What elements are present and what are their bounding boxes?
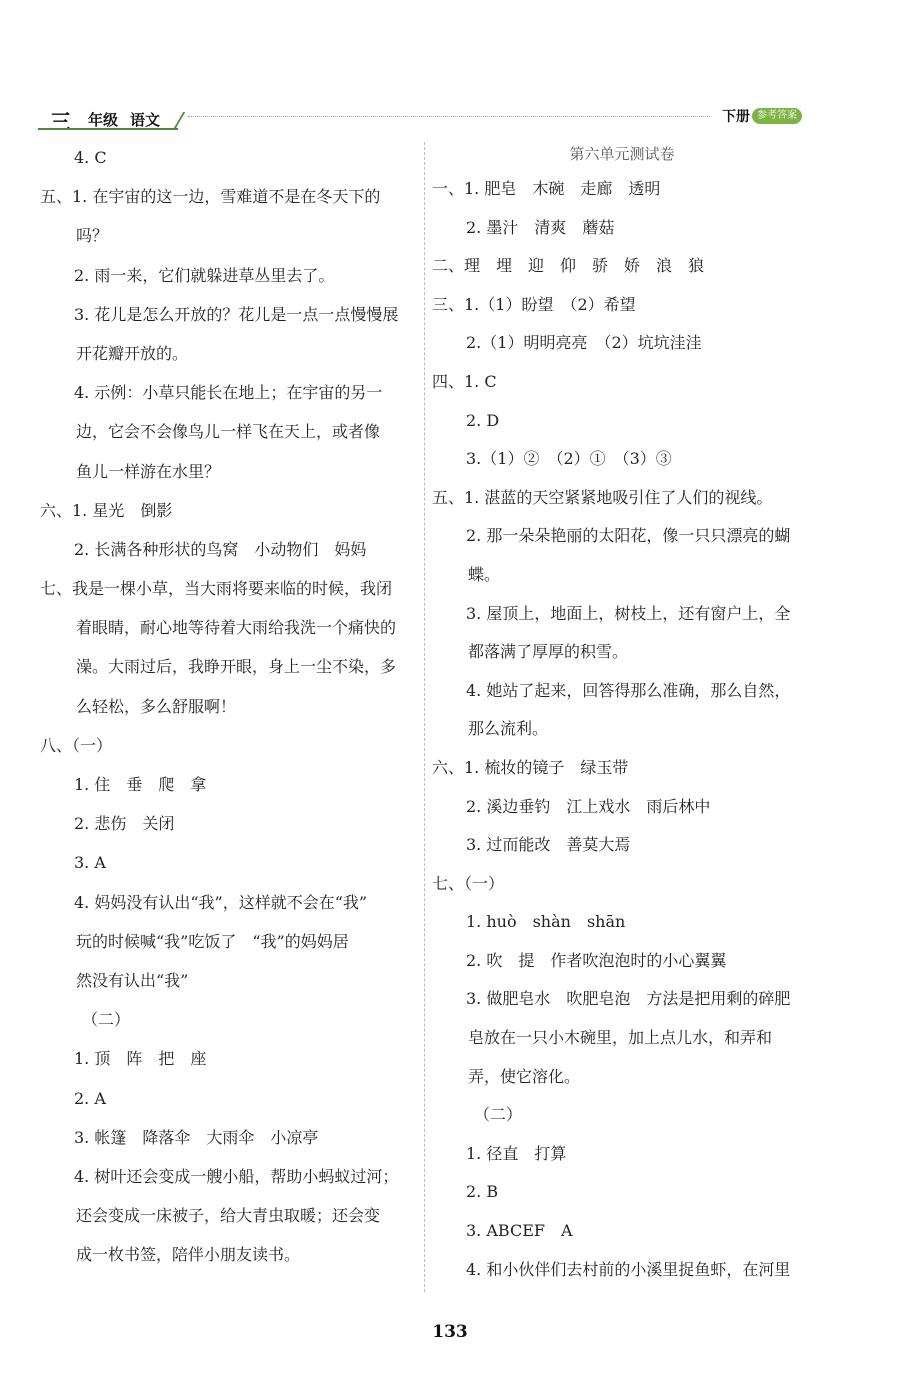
answer-line: 3. 做肥皂水 吹肥皂泡 方法是把用剩的碎肥 xyxy=(466,989,791,1009)
answer-line: 2. 那一朵朵艳丽的太阳花，像一只只漂亮的蝴 xyxy=(466,526,791,546)
answer-line: 2. 吹 提 作者吹泡泡时的小心翼翼 xyxy=(466,950,727,970)
answer-line: 2. 溪边垂钓 江上戏水 雨后林中 xyxy=(466,796,711,816)
answer-line: 2. 墨汁 清爽 蘑菇 xyxy=(466,217,615,237)
answer-line: 五、1. 湛蓝的天空紧紧地吸引住了人们的视线。 xyxy=(432,487,773,507)
answer-line: 3. 屋顶上，地面上，树枝上，还有窗户上，全 xyxy=(466,603,791,623)
answer-line: 1. 住 垂 爬 拿 xyxy=(74,775,207,794)
answer-line: （二） xyxy=(474,1105,523,1125)
answer-line: 4. 和小伙伴们去村前的小溪里捉鱼虾，在河里 xyxy=(466,1259,791,1279)
answer-line: 鱼儿一样游在水里？ xyxy=(76,461,221,481)
answer-line: 3.（1）② （2）① （3）③ xyxy=(466,449,672,469)
answer-line: 三、1.（1）盼望 （2）希望 xyxy=(432,294,636,314)
answer-line: 五、1. 在宇宙的这一边，雪难道不是在冬天下的 xyxy=(40,187,381,207)
answer-line: 六、1. 星光 倒影 xyxy=(40,500,173,520)
grade-number: 三 xyxy=(50,109,71,134)
answer-line: 弄，使它溶化。 xyxy=(468,1066,581,1086)
answer-line: 4. 示例：小草只能长在地上；在宇宙的另一 xyxy=(74,383,383,403)
answer-line: 皂放在一只小木碗里，加上点儿水，和弄和 xyxy=(468,1028,773,1048)
header-dotted-rule xyxy=(188,116,710,117)
answer-line: 开花瓣开放的。 xyxy=(76,343,189,363)
answer-line: 4. C xyxy=(74,148,107,167)
answer-line: 着眼睛，耐心地等待着大雨给我洗一个痛快的 xyxy=(76,618,397,638)
answer-line: 六、1. 梳妆的镜子 绿玉带 xyxy=(432,757,629,777)
answer-line: 七、我是一棵小草，当大雨将要来临的时候，我闭 xyxy=(40,579,393,599)
grade-label: 年级 xyxy=(88,111,119,129)
answer-line: 2. 悲伤 关闭 xyxy=(74,814,175,834)
answer-line: 那么流利。 xyxy=(468,719,549,739)
answer-line: 成一枚书签，陪伴小朋友读书。 xyxy=(76,1245,301,1265)
subject-label: 语文 xyxy=(130,111,161,129)
page-number: 133 xyxy=(432,1322,468,1342)
answer-key-badge: 参考答案 xyxy=(752,108,802,124)
answer-line: 2. A xyxy=(74,1088,106,1108)
answer-line: 4. 树叶还会变成一艘小船，帮助小蚂蚁过河； xyxy=(74,1166,399,1186)
answer-line: 2. B xyxy=(466,1182,499,1202)
answer-line: 3. A xyxy=(74,853,106,873)
page-header xyxy=(38,104,838,132)
answer-line: 然没有认出“我” xyxy=(76,970,189,990)
answer-line: 4. 妈妈没有认出“我”，这样就不会在“我” xyxy=(74,892,368,912)
answer-line: 3. ABCEF A xyxy=(466,1221,573,1241)
right-answer-column xyxy=(432,138,812,1289)
answer-line: 么轻松，多么舒服啊！ xyxy=(76,696,237,716)
answer-line: 1. 顶 阵 把 座 xyxy=(74,1049,207,1069)
answer-line: 3. 花儿是怎么开放的？花儿是一点一点慢慢展 xyxy=(74,304,399,324)
answer-line: 2. 雨一来，它们就躲进草丛里去了。 xyxy=(74,265,335,285)
header-slash xyxy=(173,112,185,130)
answer-line: 澡。大雨过后，我睁开眼，身上一尘不染，多 xyxy=(76,657,397,677)
section-title: 第六单元测试卷 xyxy=(569,145,675,163)
answer-line: 1. 径直 打算 xyxy=(466,1143,567,1163)
answer-line: 2. D xyxy=(466,410,500,430)
answer-line: 2. 长满各种形状的鸟窝 小动物们 妈妈 xyxy=(74,539,367,559)
answer-line: 八、（一） xyxy=(40,735,113,755)
answer-line: 1. huò shàn shān xyxy=(466,912,626,932)
answer-line: 2.（1）明明亮亮 （2）坑坑洼洼 xyxy=(466,333,702,353)
header-underline xyxy=(38,128,178,130)
answer-line: 3. 过而能改 善莫大焉 xyxy=(466,835,631,855)
answer-line: 二、理 埋 迎 仰 骄 娇 浪 狼 xyxy=(432,256,705,276)
right-answer-lines xyxy=(432,170,812,1289)
answer-line: （二） xyxy=(82,1010,131,1030)
answer-line: 一、1. 肥皂 木碗 走廊 透明 xyxy=(432,179,661,198)
answer-line: 3. 帐篷 降落伞 大雨伞 小凉亭 xyxy=(74,1127,319,1147)
answer-line: 还会变成一床被子，给大青虫取暖；还会变 xyxy=(76,1206,381,1226)
answer-line: 都落满了厚厚的积雪。 xyxy=(468,642,629,662)
answer-line: 玩的时候喊“我”吃饭了 “我”的妈妈居 xyxy=(76,931,349,951)
answer-line: 4. 她站了起来，回答得那么准确，那么自然， xyxy=(466,680,791,700)
answer-line: 边，它会不会像鸟儿一样飞在天上，或者像 xyxy=(76,422,381,442)
answer-line: 四、1. C xyxy=(432,371,497,391)
volume-label: 下册 xyxy=(722,109,750,125)
answer-line: 七、（一） xyxy=(432,873,505,893)
answer-line: 蝶。 xyxy=(468,564,501,584)
left-answer-column xyxy=(40,138,415,1274)
answer-line: 吗？ xyxy=(76,226,109,246)
column-divider xyxy=(424,142,425,1292)
